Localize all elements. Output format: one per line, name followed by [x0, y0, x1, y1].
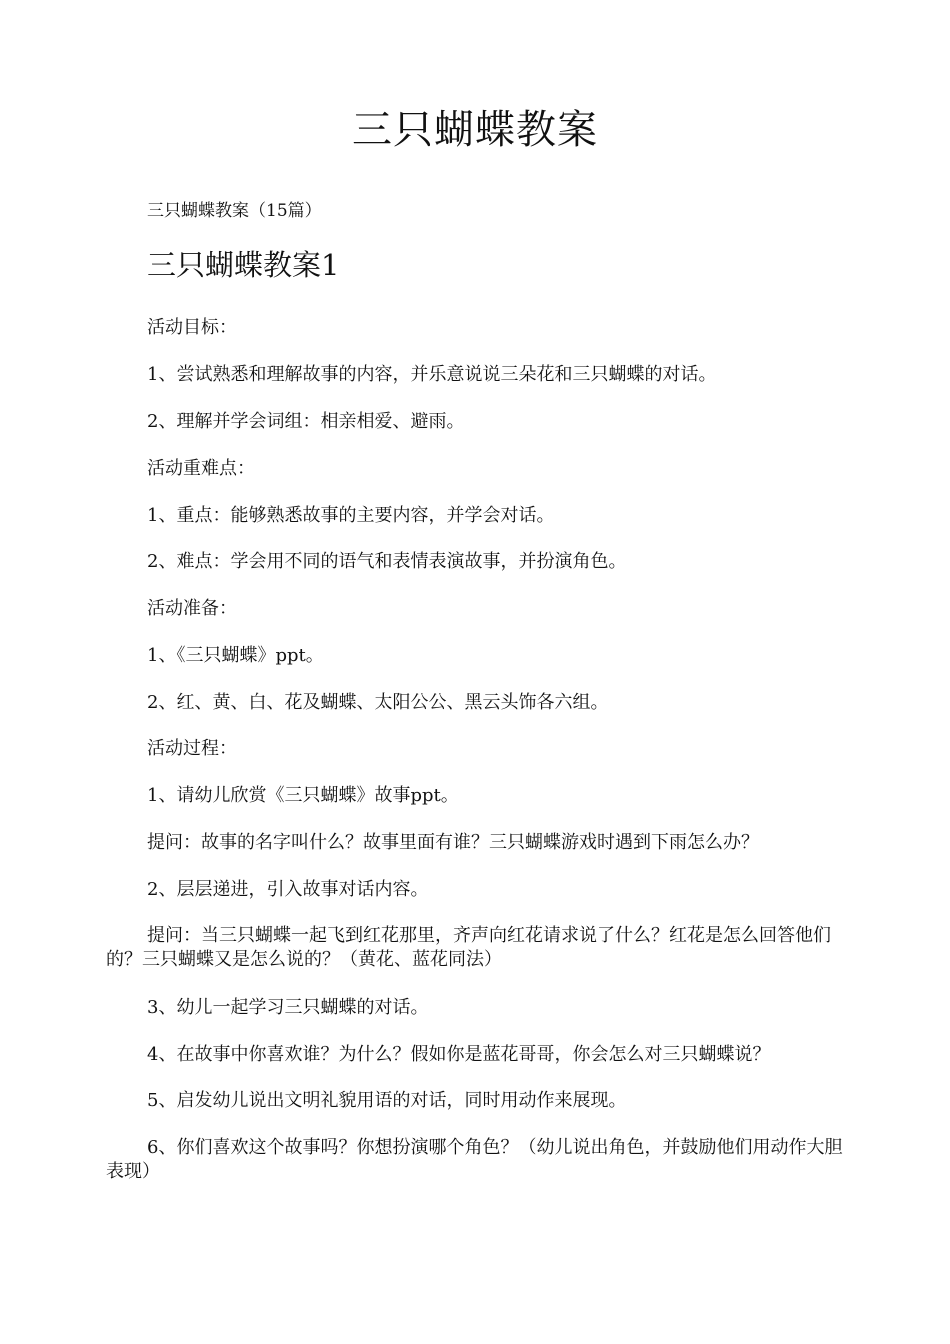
paragraph-question-1: 提问：故事的名字叫什么？故事里面有谁？三只蝴蝶游戏时遇到下雨怎么办？	[147, 832, 759, 853]
paragraph-preparation-2: 2、红、黄、白、花及蝴蝶、太阳公公、黑云头饰各六组。	[147, 692, 609, 713]
paragraph-key-points-heading: 活动重难点：	[147, 458, 255, 479]
paragraph-preparation-heading: 活动准备：	[147, 598, 237, 619]
paragraph-process-heading: 活动过程：	[147, 738, 237, 759]
paragraph-process-1: 1、请幼儿欣赏《三只蝴蝶》故事ppt。	[147, 785, 459, 806]
paragraph-process-5: 5、启发幼儿说出文明礼貌用语的对话，同时用动作来展现。	[147, 1090, 627, 1111]
paragraph-question-2: 提问：当三只蝴蝶一起飞到红花那里，齐声向红花请求说了什么？红花是怎么回答他们的？三只蝴蝶又是怎么说的？（黄花、蓝花同法）	[106, 925, 831, 970]
section-heading: 三只蝴蝶教案1	[147, 248, 340, 282]
paragraph-process-2: 2、层层递进，引入故事对话内容。	[147, 879, 429, 900]
paragraph-process-6: 6、你们喜欢这个故事吗？你想扮演哪个角色？（幼儿说出角色，并鼓励他们用动作大胆表现）	[106, 1137, 843, 1182]
paragraph-key-point-2: 2、难点：学会用不同的语气和表情表演故事，并扮演角色。	[147, 551, 627, 572]
document-title: 三只蝴蝶教案	[352, 107, 598, 153]
paragraph-preparation-1: 1、《三只蝴蝶》ppt。	[147, 645, 324, 666]
paragraph-goal-2: 2、理解并学会词组：相亲相爱、避雨。	[147, 411, 465, 432]
paragraph-activity-goals-heading: 活动目标：	[147, 317, 237, 338]
paragraph-process-4: 4、在故事中你喜欢谁？为什么？假如你是蓝花哥哥，你会怎么对三只蝴蝶说？	[147, 1044, 771, 1065]
paragraph-goal-1: 1、尝试熟悉和理解故事的内容，并乐意说说三朵花和三只蝴蝶的对话。	[147, 364, 717, 385]
document-subtitle: 三只蝴蝶教案（15篇）	[147, 201, 322, 221]
paragraph-key-point-1: 1、重点：能够熟悉故事的主要内容，并学会对话。	[147, 505, 555, 526]
paragraph-process-3: 3、幼儿一起学习三只蝴蝶的对话。	[147, 997, 429, 1018]
